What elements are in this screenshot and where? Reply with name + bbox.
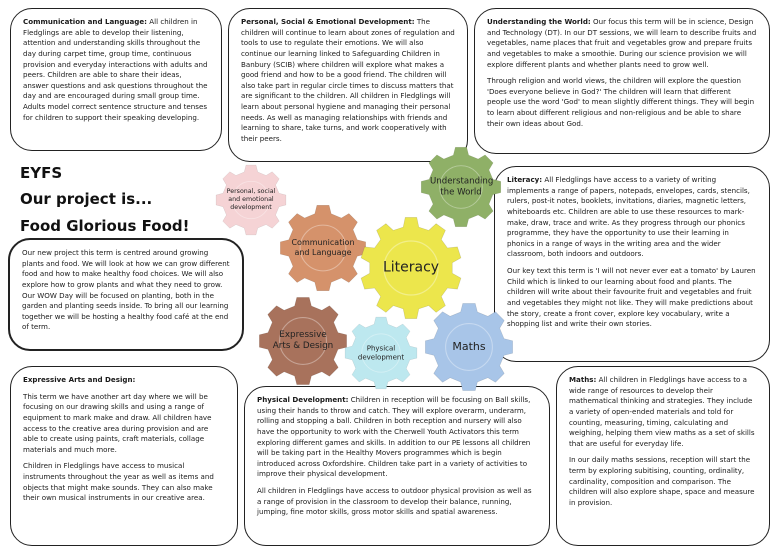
title-eyfs: EYFS [20, 164, 63, 182]
psed-box [228, 8, 468, 162]
psed-paragraph: Personal, Social & Emotional Development: The children will continue to learn about zones of regulation and tools to use to regulate their emotions. We will also continue our learning linked to Safeguarding Children in Banbury (SCIB) where children will explore what makes a good friend and how to be a good friend. The children will also take part in regular circle times to discuss matters that are significant to the children. All children in Fledglings will learn about personal hygiene and managing their personal needs. As well as managing relationships with friends and learning to share, take turns, and work cooperatively with their peers. [241, 17, 455, 144]
maths-heading: Maths: [569, 375, 597, 384]
gear-communication [279, 204, 367, 292]
understanding-paragraph-2: Through religion and world views, the children will explore the question 'Does everyone believe in God?' The children will learn that different people use the word 'God' to mean slightly different things. They will begin to learn about different religious and non-religious and be able to share their own ideas about God. [487, 76, 755, 128]
physical-box [244, 386, 550, 546]
title-our-project: Our project is... [20, 190, 153, 209]
gear-physical [344, 316, 418, 390]
project-paragraph: Our new project this term is centred around growing plants and food. We will look at how we can grow different food and how to make healthy food choices. We will also explore how to grow plants and what they need to grow. Our WOW Day will be focused on planting, both in the garden and planting seeds inside. To bring all our learning together we will be hosting a healthy food café at the end of term. [22, 248, 230, 332]
expressive-paragraph-1 [23, 375, 225, 386]
understanding-box [474, 8, 770, 154]
literacy-heading: Literacy: [507, 175, 543, 184]
gear-maths-label: Maths [452, 340, 486, 354]
expressive-paragraph-2: This term we have another art day where we will be focusing on our drawing skills and using a range of equipment to mark make and draw. All children have access to the creative area during provision and are able to create using paints, craft materials, collage materials and much more. [23, 391, 212, 454]
expressive-heading: Expressive Arts and Design: [23, 375, 136, 384]
communication-heading: Communication and Language: [23, 17, 147, 26]
maths-paragraph-1: Maths: All children in Fledglings have access to a wide range of resources to develop their mathematical thinking and strategies. They include a variety of open-ended materials and told for counting, measuring, timing, calculating and weighing, helping them view maths as a set of skills that are useful for everyday life. [569, 375, 755, 448]
literacy-box [494, 166, 770, 362]
literacy-paragraph-2: Our key text this term is 'I will not never ever eat a tomato' by Lauren Child which is linked to our learning about food and plants. The children will write about their favourite fruit and vegetables and fruit and vegetables they might not like. They will make predictions about the story, create a front cover, explore key vocabulary, write a shopping list and write their own stories. [507, 266, 756, 329]
understanding-paragraph-1: Understanding the World: Our focus this term will be in science, Design and Technology (DT). In our DT sessions, we will learn to describe fruits and vegetables, name places that fruit and vegetables grow and prepare fruits and vegetables to make a smoothie. During our science provision we will explore different plants and whether plants need to grow well. [487, 17, 757, 69]
physical-paragraph-1: Physical Development: Children in reception will be focusing on Ball skills, using their hands to throw and catch. They will explore overarm, underarm, rolling and stopping a ball. Children in both reception and nursery will also have the opportunity to work with the Cherwell Youth Activators this term exploring different games and skills. In addition to our PE lessons all children will be taking part in the Healthy Movers programmes which is begin introduced across Oxfordshire. Children take part in a variety of activities to improve their physical development. [257, 395, 531, 479]
literacy-paragraph-1: Literacy: All Fledglings have access to a variety of writing implements a range of papers, notepads, envelopes, cards, stencils, rulers, post-it notes, booklets, invitations, diaries, magnetic letters, whiteboards etc. Children are able to use these resources to mark-make, draw, trace and write. As they progress through our phonics programme, they have the opportunity to use their learning in phonics in a range of ways in the writing area and the wider classroom, both indoors and outdoors. [507, 175, 750, 259]
expressive-box [10, 366, 238, 546]
gear-understanding-label: Understanding the World [430, 176, 494, 197]
gear-physical-label: Physical development [357, 344, 405, 361]
gear-expressive-label: Expressive Arts & Design [272, 330, 334, 351]
communication-box [10, 8, 222, 151]
gear-expressive [258, 296, 348, 386]
psed-heading: Personal, Social & Emotional Development: [241, 17, 415, 26]
gear-maths [424, 302, 514, 392]
project-box [8, 238, 244, 351]
communication-paragraph: Communication and Language: All children in Fledglings are able to develop their listening, attention and understanding skills throughout the day during carpet time, group time, continuous provision and everyday interactions with adults and peers. Children are able to share their ideas, answer questions and ask questions throughout the day and are encouraged during small group time. Adults model correct sentence structure and tenses for children to support their speaking developing. [23, 17, 208, 122]
understanding-heading: Understanding the World: [487, 17, 591, 26]
physical-heading: Physical Development: [257, 395, 349, 404]
project-title [20, 160, 189, 239]
gear-psed [215, 164, 287, 236]
title-food-glorious-food: Food Glorious Food! [20, 216, 190, 235]
maths-box [556, 366, 770, 546]
maths-paragraph-2: In our daily maths sessions, reception will start the term by exploring subitising, counting, ordinality, cardinality, composition and comparison. The children will also explore shape, space and measure in provision. [569, 455, 755, 508]
gear-literacy-label: Literacy [382, 259, 440, 276]
physical-paragraph-2: All children in Fledglings have access to outdoor physical provision as well as a range of provision in the classroom to develop their balance, running, jumping, fine motor skills, gross motor skills and spatial awareness. [257, 486, 532, 517]
gear-psed-label: Personal, social and emotional development [226, 188, 276, 211]
expressive-paragraph-3: Children in Fledglings have access to musical instruments throughout the year as well as items and objects that might make sounds. They can also make their own musical instruments in our creative area. [23, 461, 214, 503]
gear-communication-label: Communication and Language [291, 238, 355, 257]
